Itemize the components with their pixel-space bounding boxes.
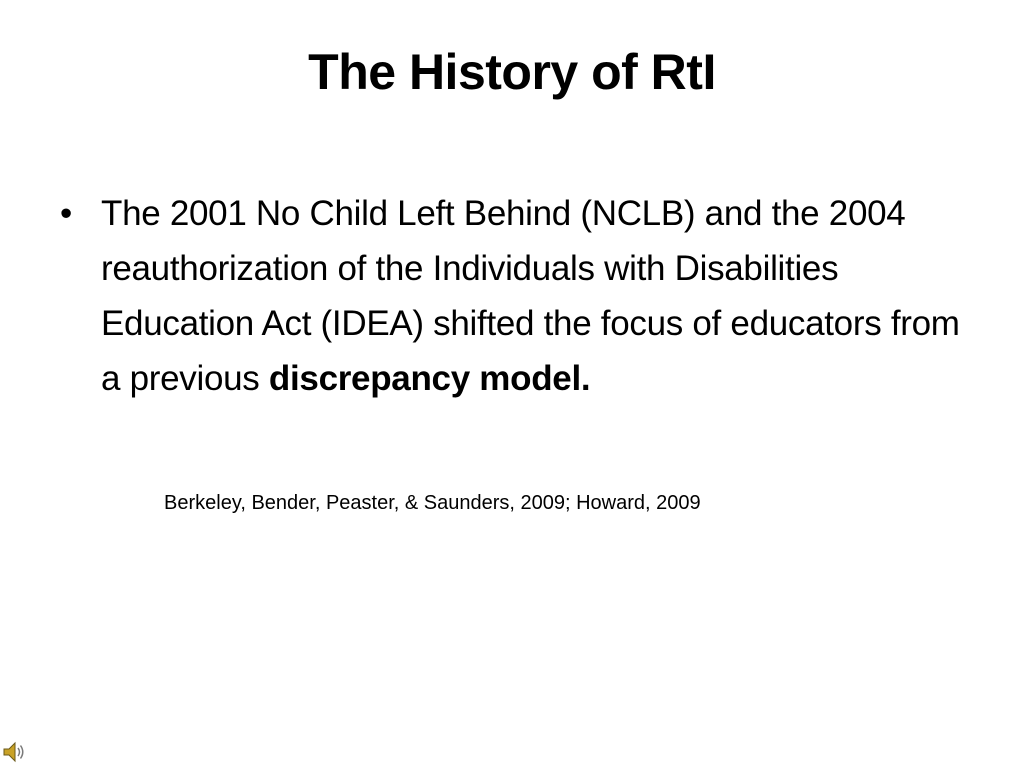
bullet-item — [60, 186, 960, 406]
slide-title: The History of RtI — [308, 44, 716, 100]
speaker-icon[interactable] — [2, 740, 28, 764]
citation: Berkeley, Bender, Peaster, & Saunders, 2009; Howard, 2009 — [164, 492, 701, 514]
bullet-bold-text: discrepancy model. — [268, 359, 591, 398]
speaker-icon-graphic — [2, 740, 28, 764]
bullet-text: The 2001 No Child Left Behind (NCLB) and the 2004 reauthorization of the Individuals with Disabilities Education Act (IDEA) shifted the focus of educators from a previous — [101, 194, 960, 398]
bullet-list — [60, 186, 960, 406]
bullet-mark: • — [60, 194, 72, 233]
